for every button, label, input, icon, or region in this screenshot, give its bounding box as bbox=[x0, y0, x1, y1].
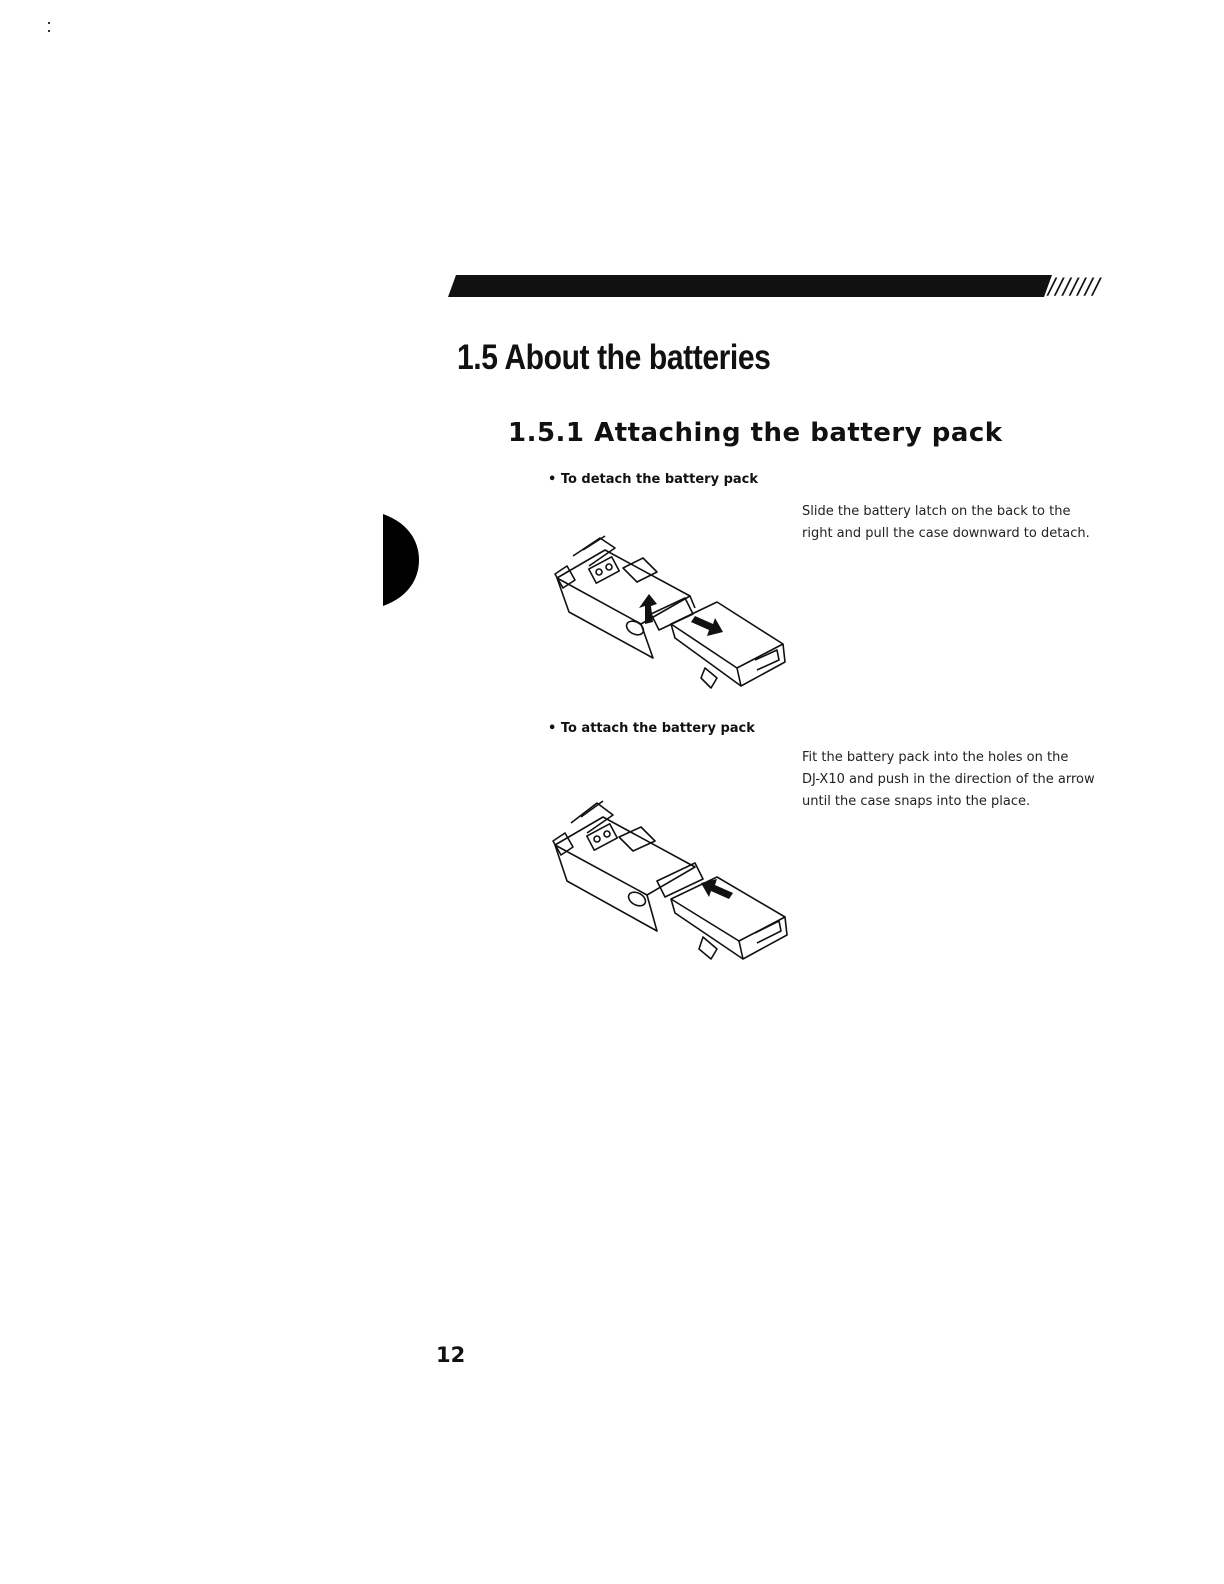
attach-step-label: • To attach the battery pack bbox=[548, 721, 755, 736]
page-number: 12 bbox=[436, 1343, 466, 1367]
subsection-title: 1.5.1 Attaching the battery pack bbox=[508, 418, 1003, 448]
section-title: 1.5 About the batteries bbox=[457, 338, 771, 377]
scan-speck bbox=[48, 30, 50, 32]
section-header-bar bbox=[448, 270, 1148, 302]
detach-battery-illustration bbox=[545, 528, 795, 698]
detach-step-label: • To detach the battery pack bbox=[548, 472, 759, 487]
scan-speck bbox=[48, 22, 50, 24]
detach-step-text: Slide the battery latch on the back to the right and pull the case downward to detach. bbox=[802, 504, 1090, 541]
attach-battery-illustration bbox=[545, 793, 795, 968]
chapter-tab-marker bbox=[383, 514, 419, 606]
attach-step-text: Fit the battery pack into the holes on the DJ-X10 and push in the direction of the arrow until the case snaps into the place. bbox=[802, 750, 1095, 809]
header-slashes: /////// bbox=[1048, 275, 1100, 300]
